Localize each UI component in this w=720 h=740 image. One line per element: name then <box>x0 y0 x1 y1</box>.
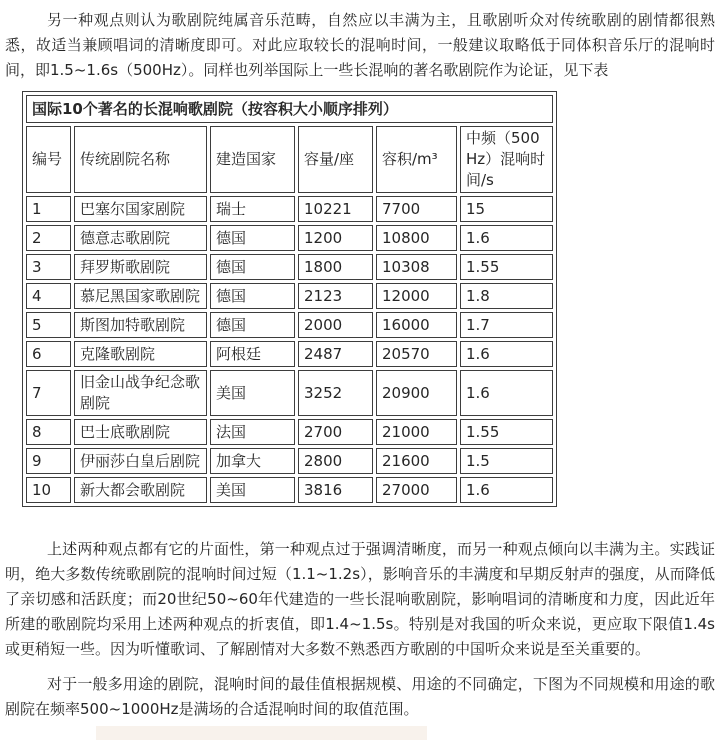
table-title: 国际10个著名的长混响歌剧院（按容积大小顺序排列） <box>26 95 553 123</box>
table-cell: 1.7 <box>460 312 553 338</box>
table-cell: 3816 <box>298 477 373 503</box>
table-cell: 10800 <box>376 225 457 251</box>
table-cell: 美国 <box>210 370 295 416</box>
table-cell: 6 <box>26 341 71 367</box>
column-header-1: 编号 <box>26 126 71 193</box>
table-cell: 2700 <box>298 419 373 445</box>
table-cell: 20570 <box>376 341 457 367</box>
table-cell: 法国 <box>210 419 295 445</box>
table-row <box>26 225 553 251</box>
table-cell: 8 <box>26 419 71 445</box>
table-cell: 斯图加特歌剧院 <box>74 312 207 338</box>
table-cell: 1.8 <box>460 283 553 309</box>
table-cell: 克隆歌剧院 <box>74 341 207 367</box>
table-cell: 27000 <box>376 477 457 503</box>
column-header-3: 建造国家 <box>210 126 295 193</box>
table-cell: 瑞士 <box>210 196 295 222</box>
table-cell: 拜罗斯歌剧院 <box>74 254 207 280</box>
table-row <box>26 419 553 445</box>
table-cell: 2123 <box>298 283 373 309</box>
table-cell: 7 <box>26 370 71 416</box>
table-title-row <box>26 95 553 123</box>
table-cell: 1200 <box>298 225 373 251</box>
table-cell: 慕尼黑国家歌剧院 <box>74 283 207 309</box>
table-cell: 1800 <box>298 254 373 280</box>
table-cell: 阿根廷 <box>210 341 295 367</box>
table-cell: 2487 <box>298 341 373 367</box>
table-cell: 新大都会歌剧院 <box>74 477 207 503</box>
table-row <box>26 370 553 416</box>
table-cell: 伊丽莎白皇后剧院 <box>74 448 207 474</box>
table-cell: 1 <box>26 196 71 222</box>
table-cell: 美国 <box>210 477 295 503</box>
table-cell: 1.5 <box>460 448 553 474</box>
column-header-4: 容量/座 <box>298 126 373 193</box>
table-cell: 10 <box>26 477 71 503</box>
table-cell: 4 <box>26 283 71 309</box>
table-cell: 2 <box>26 225 71 251</box>
table-row <box>26 448 553 474</box>
opera-house-table <box>22 91 557 507</box>
table-cell: 德国 <box>210 283 295 309</box>
table-cell: 2000 <box>298 312 373 338</box>
table-cell: 旧金山战争纪念歌剧院 <box>74 370 207 416</box>
table-cell: 7700 <box>376 196 457 222</box>
table-cell: 巴塞尔国家剧院 <box>74 196 207 222</box>
table-cell: 3 <box>26 254 71 280</box>
paragraph-conclusion: 上述两种观点都有它的片面性，第一种观点过于强调清晰度，而另一种观点倾向以丰满为主。实践证明，绝大多数传统歌剧院的混响时间过短（1.1~1.2s），影响音乐的丰满度和早期反射声的强度，从而降低了亲切感和活跃度；而20世纪50~60年代建造的一些长混响歌剧院，影响唱词的清晰度和力度，因此近年所建的歌剧院均采用上述两种观点的折衷值，即1.4~1.5s。特别是对我国的听众来说，更应取下限值1.4s或更稍短一些。因为听懂歌词、了解剧情对大多数不熟悉西方歌剧的中国听众来说是至关重要的。 <box>5 540 715 658</box>
table-cell: 3252 <box>298 370 373 416</box>
table-cell: 10308 <box>376 254 457 280</box>
table-cell: 德意志歌剧院 <box>74 225 207 251</box>
column-header-5: 容积/m³ <box>376 126 457 193</box>
table-cell: 21600 <box>376 448 457 474</box>
table-cell: 1.6 <box>460 477 553 503</box>
table-cell: 2800 <box>298 448 373 474</box>
table-cell: 5 <box>26 312 71 338</box>
paragraph-multipurpose: 对于一般多用途的剧院，混响时间的最佳值根据规模、用途的不同确定，下图为不同规模和用途的歌剧院在频率500~1000Hz是满场的合适混响时间的取值范围。 <box>5 675 715 718</box>
table-row <box>26 254 553 280</box>
table-cell: 12000 <box>376 283 457 309</box>
table-cell: 16000 <box>376 312 457 338</box>
paragraph-opera-view: 另一种观点则认为歌剧院纯属音乐范畴，自然应以丰满为主，且歌剧听众对传统歌剧的剧情都很熟悉，故适当兼顾唱词的清晰度即可。对此应取较长的混响时间，一般建议取略低于同体积音乐厅的混响时间，即1.5~1.6s（500Hz）。同样也列举国际上一些长混响的著名歌剧院作为论证，见下表 <box>5 11 715 79</box>
table-cell: 加拿大 <box>210 448 295 474</box>
table-cell: 巴士底歌剧院 <box>74 419 207 445</box>
table-cell: 德国 <box>210 225 295 251</box>
next-figure-top-edge <box>96 726 427 740</box>
table-cell: 15 <box>460 196 553 222</box>
table-row <box>26 341 553 367</box>
table-cell: 10221 <box>298 196 373 222</box>
table-cell: 1.55 <box>460 419 553 445</box>
table-cell: 21000 <box>376 419 457 445</box>
column-header-2: 传统剧院名称 <box>74 126 207 193</box>
table-row <box>26 283 553 309</box>
table-cell: 1.6 <box>460 370 553 416</box>
opera-house-table-body <box>26 95 553 503</box>
table-cell: 德国 <box>210 254 295 280</box>
table-cell: 1.55 <box>460 254 553 280</box>
table-row <box>26 196 553 222</box>
table-cell: 1.6 <box>460 341 553 367</box>
table-row <box>26 312 553 338</box>
table-row <box>26 477 553 503</box>
table-cell: 9 <box>26 448 71 474</box>
table-cell: 20900 <box>376 370 457 416</box>
table-header-row <box>26 126 553 193</box>
table-cell: 德国 <box>210 312 295 338</box>
table-cell: 1.6 <box>460 225 553 251</box>
column-header-6: 中频（500Hz）混响时间/s <box>460 126 553 193</box>
